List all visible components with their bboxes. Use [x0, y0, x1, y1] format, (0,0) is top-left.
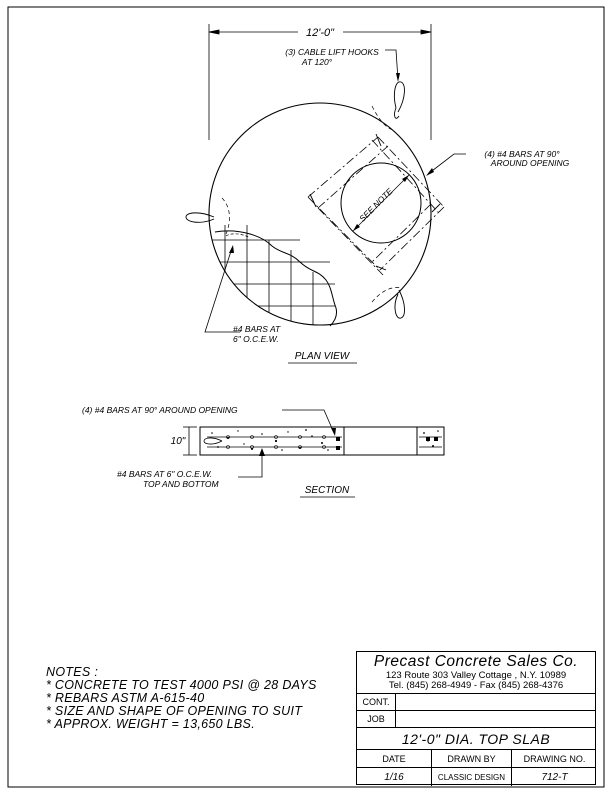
note-item: * CONCRETE TO TEST 4000 PSI @ 28 DAYS [46, 678, 317, 692]
lift-hooks-note-2: AT 120° [301, 57, 333, 67]
plan-dimension-label: 12'-0" [305, 27, 335, 39]
opening-bars-note-1: (4) #4 BARS AT 90° [484, 149, 560, 159]
opening-bars-arrow [426, 168, 434, 176]
info-values-row [357, 768, 595, 786]
note-item: * APPROX. WEIGHT = 13,650 LBS. [46, 717, 255, 731]
see-note-label: SEE NOTE [357, 186, 395, 224]
plan-bars-leader [205, 248, 240, 332]
rebar-grid-cutaway [207, 225, 335, 330]
notes-heading: NOTES : [46, 665, 99, 679]
drawn-by-value: CLASSIC DESIGN [432, 768, 512, 786]
lift-hook-top-right [394, 82, 404, 118]
date-label: DATE [357, 750, 432, 767]
section-opening-arrow [331, 428, 336, 436]
section-lift-hook [204, 438, 222, 444]
general-notes [46, 666, 317, 731]
cont-label: CONT. [357, 694, 396, 710]
plan-bars-arrow [229, 245, 234, 253]
cont-row [357, 694, 595, 711]
cutaway-detail [226, 234, 250, 238]
section-caption: SECTION [304, 485, 350, 496]
drawing-title: 12'-0" DIA. TOP SLAB [357, 728, 595, 750]
job-row [357, 711, 595, 728]
lift-hook-left [186, 213, 214, 222]
section-thickness-label: 10" [170, 436, 186, 447]
drawing-no-label: DRAWING NO. [523, 753, 586, 764]
lift-hooks-arrow [396, 73, 400, 82]
company-address: 123 Route 303 Valley Cottage , N.Y. 10989 [385, 670, 567, 681]
info-header-row [357, 750, 595, 768]
job-label: JOB [357, 711, 396, 727]
plan-bars-note-1: #4 BARS AT [233, 324, 281, 334]
lift-hooks-note-1: (3) CABLE LIFT HOOKS [285, 47, 379, 57]
section-bars-arrow [259, 448, 265, 456]
drawing-no-value: 712-T [541, 771, 568, 783]
section-slab [200, 427, 444, 455]
opening-bars-note-2: AROUND OPENING [490, 158, 570, 168]
note-item: * REBARS ASTM A-615-40 [46, 691, 205, 705]
company-name: Precast Concrete Sales Co. [373, 653, 579, 670]
date-value: 1/16 [357, 768, 432, 786]
section-bars-note-1: #4 BARS AT 6" O.C.E.W. [117, 469, 213, 479]
company-block [357, 652, 595, 694]
slab-outline [209, 103, 431, 325]
section-concrete-fill [211, 429, 439, 451]
plan-view-caption: PLAN VIEW [294, 351, 350, 362]
drawn-by-label: DRAWN BY [432, 750, 512, 767]
opening-bars-leader [428, 154, 466, 174]
lift-hooks-leader [385, 50, 398, 80]
section-opening-note: (4) #4 BARS AT 90° AROUND OPENING [82, 405, 238, 415]
section-bars-note-2: TOP AND BOTTOM [143, 479, 219, 489]
section-opening-leader [282, 410, 334, 433]
company-phone: Tel. (845) 268-4949 - Fax (845) 268-4376 [388, 680, 564, 691]
title-block [356, 651, 596, 785]
plan-bars-note-2: 6" O.C.E.W. [233, 334, 279, 344]
note-item: * SIZE AND SHAPE OF OPENING TO SUIT [46, 704, 303, 718]
cutaway-break-line [215, 231, 337, 326]
plan-dimension [209, 24, 431, 140]
